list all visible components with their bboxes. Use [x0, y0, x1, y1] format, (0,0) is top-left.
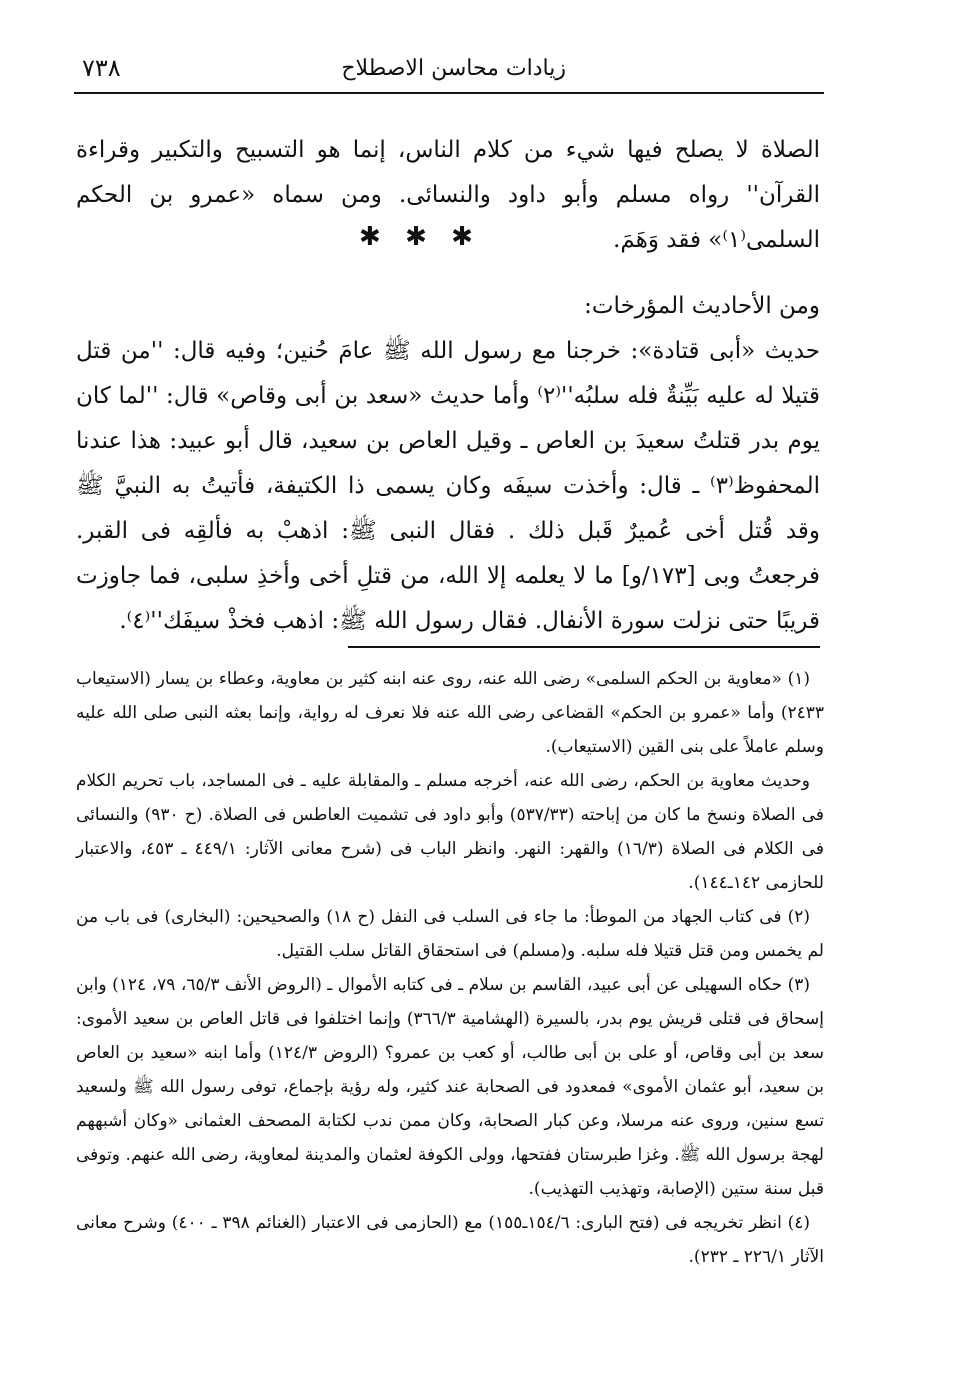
paragraph-prayer-hadith: الصلاة لا يصلح فيها شيء من كلام الناس، إنما هو التسبيح والتكبير وقراءة القرآن'' رواه مسلم وأبو داود والنسائى. ومن سماه «عمرو بن الحكم السلمى⁽١⁾» فقد وَهَمَ.	[76, 137, 820, 253]
footnote-4: (٤) انظر تخريجه فى (فتح البارى: ١٥٤/٦ـ١٥٥) مع (الحازمى فى الاعتبار (الغنائم ٣٩٨ ـ ٤٠٠) وشرح معانى الآثار ٢٢٦/١ ـ ٢٣٢).	[76, 1213, 824, 1267]
page-number: ٧٣٨	[82, 54, 121, 82]
footnote-1-continued: وحديث معاوية بن الحكم، رضى الله عنه، أخرجه مسلم ـ والمقابلة عليه ـ فى المساجد، باب تحريم الكلام فى الصلاة ونسخ ما كان من إباحته (٥٣٧/٣٣) وأبو داود فى تشميت العاطس فى الصلاة. (ح ٩٣٠) والنسائى فى الكلام فى الصلاة (١٦/٣) والقهر: النهر. وانظر الباب فى (شرح معانى الآثار: ٤٤٩/١ ـ ٤٥٣، والاعتبار للحازمى ١٤٢ـ١٤٤).	[76, 771, 824, 893]
footnote-2: (٢) فى كتاب الجهاد من الموطأ: ما جاء فى السلب فى النفل (ح ١٨) والصحيحين: (البخارى) فى باب من لم يخمس ومن قتل قتيلا فله سلبه. و(مسلم) فى استحقاق القاتل سلب القتيل.	[76, 907, 824, 961]
footnote-3: (٣) حكاه السهيلى عن أبى عبيد، القاسم بن سلام ـ فى كتابه الأموال ـ (الروض الأنف ٦٥/٣، ٧٩، ١٢٤) وابن إسحاق فى قتلى قريش يوم بدر، بالسيرة (الهشامية ٣٦٦/٣) وإنما اختلفوا فى قاتل العاص بن سعيد الأموى: سعد بن أبى وقاص، أو على بن أبى طالب، أو كعب بن عمرو؟ (الروض ١٢٤/٣) وأما ابنه «سعيد بن العاص بن سعيد، أبو عثمان الأموى» فمعدود فى الصحابة عند كثير، وله رؤية بإجماع، توفى رسول الله ﷺ ولسعيد تسع سنين، وروى عنه مرسلا، وعن كبار الصحابة، وكان ممن ندب لكتابة المصحف العثمانى «وكان أشبههم لهجة برسول الله ﷺ. وغزا طبرستان ففتحها، وولى الكوفة لعثمان والمدينة لمعاوية، رضى الله عنهم. وتوفى قبل سنة ستين (الإصابة، وتهذيب التهذيب).	[76, 975, 825, 1199]
paragraph-abu-qatada-hadith: حديث «أبى قتادة»: خرجنا مع رسول الله ﷺ عامَ حُنين؛ وفيه قال: ''من قتل قتيلا له عليه بَيِّنةٌ فله سلبُه''⁽٢⁾ وأما حديث «سعد بن أبى وقاص» قال: ''لما كان يوم بدر قتلتُ سعيدَ بن العاص ـ وقيل العاص بن سعيد، قال أبو عبيد: هذا عندنا المحفوظ⁽٣⁾ ـ قال: وأخذت سيفَه وكان يسمى ذا الكتيفة، فأتيتُ به النبيَّ ﷺ وقد قُتل أخى عُميرٌ قَبل ذلك . فقال النبى ﷺ: اذهبْ به فألقِه فى القبر. فرجعتُ وبى [١٧٣/و] ما لا يعلمه إلا الله، من قتلِ أخى وأخذِ سلبى، فما جاوزت قريبًا حتى نزلت سورة الأنفال. فقال رسول الله ﷺ: اذهب فخذْ سيفَك''⁽٤⁾.	[76, 338, 820, 634]
header-title: زيادات محاسن الاصطلاح	[341, 56, 566, 81]
running-header	[74, 50, 824, 94]
footnote-1: (١) «معاوية بن الحكم السلمى» رضى الله عنه، روى عنه ابنه كثير بن معاوية، وعطاء بن يسار (الاستيعاب ٢٤٣٣) وأما «عمرو بن الحكم» القضاعى رضى الله عنه فلا نعرف له رواية، وإنما بعثه النبى صلى الله عليه وسلم عاملاً على بنى القين (الاستيعاب).	[76, 669, 824, 757]
main-text-dated-hadiths	[76, 284, 820, 644]
section-separator: ✱ ✱ ✱	[359, 222, 481, 252]
section-lead: ومن الأحاديث المؤرخات:	[584, 293, 820, 319]
footnotes	[76, 662, 824, 1274]
footnote-divider	[348, 646, 820, 648]
